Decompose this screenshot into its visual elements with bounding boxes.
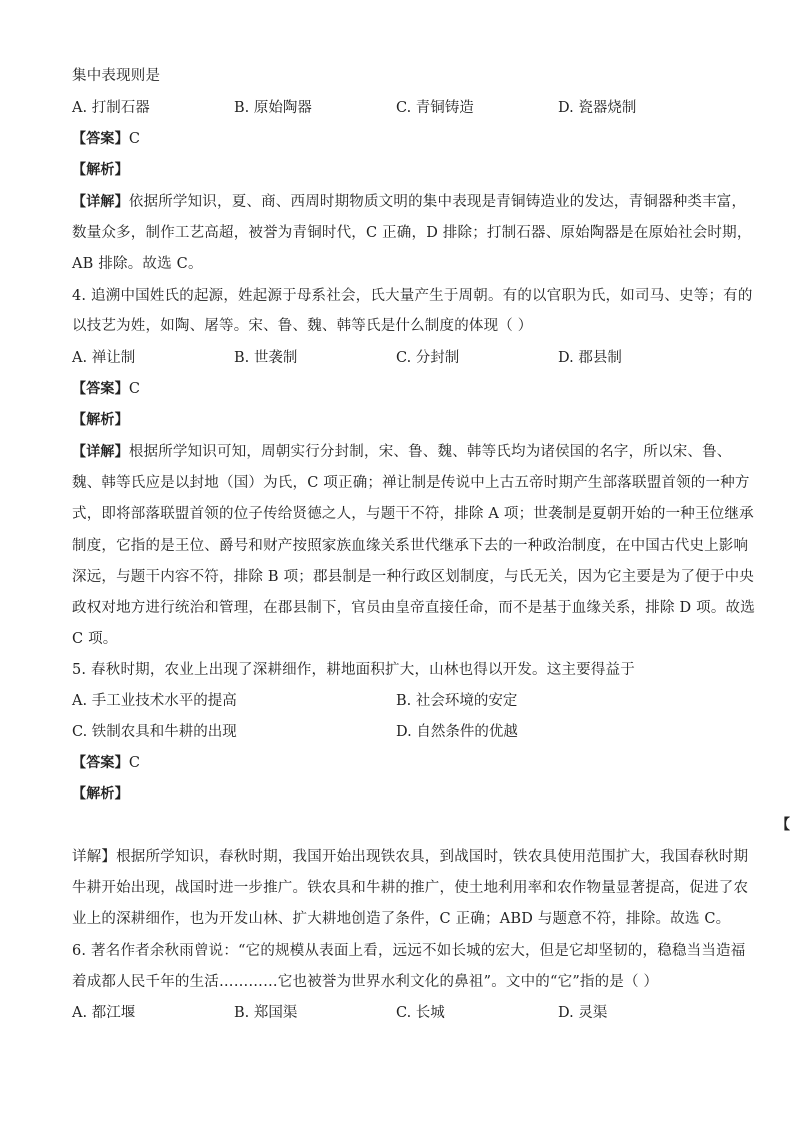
q4-option-c: C. 分封制 — [396, 350, 460, 366]
q5-option-c: C. 铁制农具和牛耕的出现 — [72, 724, 237, 740]
q5-stem: 5. 春秋时期，农业上出现了深耕细作，耕地面积扩大，山林也得以开发。这主要得益于 — [72, 662, 635, 678]
q5-option-b: B. 社会环境的安定 — [396, 693, 518, 709]
q3-detail-line-1 — [72, 192, 747, 212]
q6-option-a: A. 都江堰 — [72, 1005, 136, 1021]
q5-detail-line-1: 详解】根据所学知识，春秋时期，我国开始出现铁农具，到战国时，铁农具使用范围扩大，我国春秋时期 — [72, 849, 749, 865]
q3-detail-line-2: 数量众多，制作工艺高超，被誉为青铜时代，C 正确，D 排除；打制石器、原始陶器是在原始社会时期， — [72, 225, 752, 241]
detail-tag: 【详解】 — [72, 194, 129, 210]
q4-stem-line-1: 4. 追溯中国姓氏的起源，姓起源于母系社会，氏大量产生于周朝。有的以官职为氏，如司马、史等；有的 — [72, 288, 753, 304]
q5-analysis-tag: 【解析】 — [72, 786, 129, 802]
q3-analysis-tag: 【解析】 — [72, 162, 129, 178]
q4-option-a: A. 禅让制 — [72, 350, 136, 366]
q6-option-d: D. 灵渠 — [558, 1005, 608, 1021]
q3-option-a: A. 打制石器 — [72, 100, 150, 116]
q5-answer — [72, 753, 724, 773]
q3-option-d: D. 瓷器烧制 — [558, 100, 637, 116]
q5-option-a: A. 手工业技术水平的提高 — [72, 693, 237, 709]
q4-detail-line-6: 政权对地方进行统治和管理，在郡县制下，官员由皇帝直接任命，而不是基于血缘关系，排除 D 项。故选 — [72, 600, 755, 616]
q4-detail-line-5: 深远，与题干内容不符，排除 B 项；郡县制是一种行政区划制度，与氏无关，因为它主要是为了便于中央 — [72, 569, 754, 585]
q4-detail-line-3: 式，即将部落联盟首领的位子传给贤德之人，与题干不符，排除 A 项；世袭制是夏朝开始的一种王位继承 — [72, 506, 754, 522]
q4-stem-line-2: 以技艺为姓，如陶、屠等。宋、鲁、魏、韩等氏是什么制度的体现（ ） — [72, 318, 533, 334]
detail-tag: 【详解】 — [72, 444, 129, 460]
answer-tag: 【答案】 — [72, 131, 129, 147]
q3-option-c: C. 青铜铸造 — [396, 100, 474, 116]
q3-option-b: B. 原始陶器 — [234, 100, 312, 116]
answer-value: C — [128, 131, 141, 147]
q6-stem-line-2: 着成都人民千年的生活…………它也被誉为世界水利文化的鼻祖”。文中的“它”指的是（ ） — [72, 974, 659, 990]
detail-text: 根据所学知识可知，周朝实行分封制，宋、鲁、魏、韩等氏均为诸侯国的名字，所以宋、鲁、 — [128, 444, 732, 460]
answer-value: C — [128, 381, 141, 397]
q3-answer — [72, 129, 724, 149]
q4-option-d: D. 郡县制 — [558, 350, 622, 366]
q4-answer — [72, 379, 724, 399]
q4-detail-line-7: C 项。 — [72, 631, 118, 647]
q5-option-d: D. 自然条件的优越 — [396, 724, 518, 740]
q4-detail-line-2: 魏、韩等氏应是以封地（国）为氏，C 项正确；禅让制是传说中上古五帝时期产生部落联盟首领的一种方 — [72, 475, 750, 491]
q5-detail-line-3: 业上的深耕细作，也为开发山林、扩大耕地创造了条件，C 正确；ABD 与题意不符，排除。故选 C。 — [72, 911, 731, 927]
answer-value: C — [128, 755, 141, 771]
stray-bracket: 【 — [776, 817, 790, 833]
q4-detail-line-4: 制度，它指的是王位、爵号和财产按照家族血缘关系世代继承下去的一种政治制度，在中国古代史上影响 — [72, 538, 749, 554]
answer-tag: 【答案】 — [72, 755, 129, 771]
q6-option-b: B. 郑国渠 — [234, 1005, 298, 1021]
q4-analysis-tag: 【解析】 — [72, 412, 129, 428]
q5-detail-line-2: 牛耕开始出现，战国时进一步推广。铁农具和牛耕的推广，使土地利用率和农作物量显著提高，促进了农 — [72, 880, 749, 896]
q3-stem-tail: 集中表现则是 — [72, 68, 161, 84]
answer-tag: 【答案】 — [72, 381, 129, 397]
detail-text: 依据所学知识，夏、商、西周时期物质文明的集中表现是青铜铸造业的发达，青铜器种类丰富， — [128, 194, 747, 210]
q6-option-c: C. 长城 — [396, 1005, 445, 1021]
q3-detail-line-3: AB 排除。故选 C。 — [72, 256, 203, 272]
q4-option-b: B. 世袭制 — [234, 350, 298, 366]
q6-stem-line-1: 6. 著名作者余秋雨曾说：“它的规模从表面上看，远远不如长城的宏大，但是它却坚韧的，稳稳当当造福 — [72, 943, 746, 959]
q4-detail-line-1 — [72, 442, 732, 462]
